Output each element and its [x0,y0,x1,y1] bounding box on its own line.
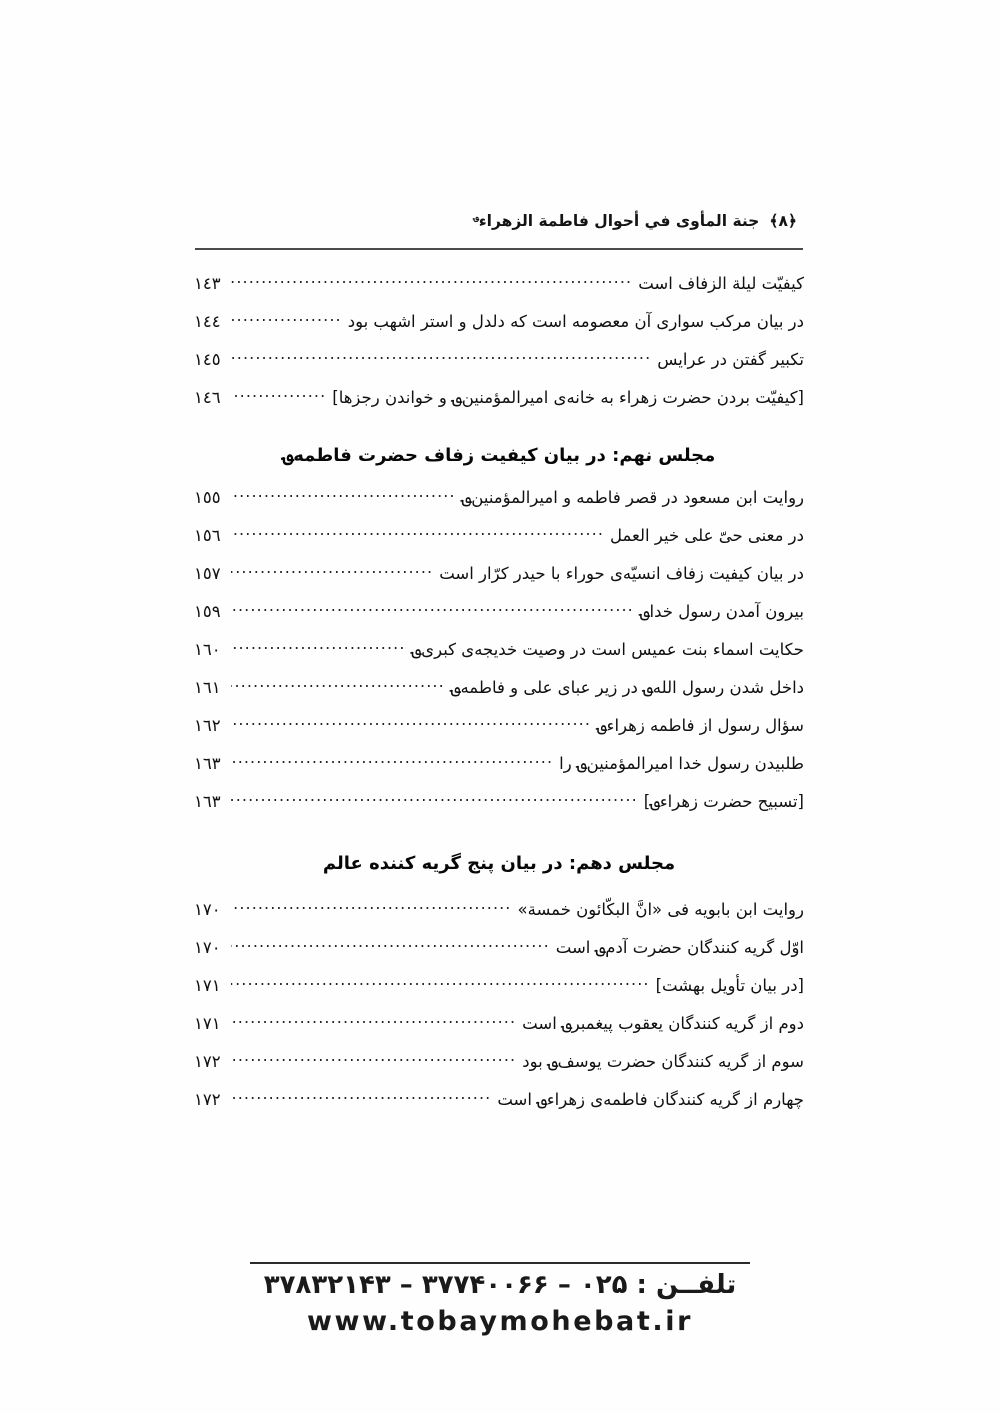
toc-dot-leader [231,386,326,403]
toc-entry-page-number: ١٧٠ [194,899,221,919]
toc-entry[interactable] [194,386,804,424]
section-heading-slot [194,828,804,898]
toc-entry[interactable] [194,600,804,638]
toc-entry[interactable] [194,486,804,524]
toc-dot-leader [231,600,634,617]
toc-entry-title: سؤال رسول از فاطمه زهراء؈ [597,715,804,735]
page-footer [0,1266,1000,1337]
toc-dot-leader [231,272,632,289]
footer-divider [250,1262,750,1264]
toc-entry-title: چهارم از گريه كنندگان فاطمه‌ى زهراء؈ است [497,1089,804,1109]
toc-entry-page-number: ١٤٣ [194,273,221,293]
toc-entry[interactable] [194,1050,804,1088]
toc-entry-title: در معنى حىّ على خير العمل [610,525,804,545]
toc-entry-title: كيفيّت ليلة الزفاف است [638,273,804,293]
toc-entry-title: [تسبيح حضرت زهراء؈] [643,791,804,811]
toc-entry-title: [در بيان تأويل بهشت] [655,975,804,995]
toc-dot-leader [231,310,342,327]
toc-entry-title: دوم از گريه كنندگان يعقوب پيغمبر؈ است [522,1013,804,1033]
toc-entry[interactable] [194,272,804,310]
toc-dot-leader [231,562,433,579]
toc-entry-page-number: ١٦٣ [194,753,221,773]
toc-entry-page-number: ١٦٣ [194,791,221,811]
section-heading: مجلس نهم: در بيان كيفيت زفاف حضرت فاطمه؈ [282,444,716,466]
toc-entry[interactable] [194,310,804,348]
toc-entry-title: اوّل گريه كنندگان حضرت آدم؈ است [555,937,804,957]
toc-dot-leader [231,1088,491,1105]
toc-entry-title: سوم از گريه كنندگان حضرت يوسف؈ بود [522,1051,804,1071]
toc-entry-page-number: ١٦١ [194,677,221,697]
toc-entry-title: تكبير گفتن در عرايس [657,349,804,369]
toc-entry-page-number: ١٥٩ [194,601,221,621]
toc-entry[interactable] [194,348,804,386]
honorific-icon: ؈ [473,212,479,223]
toc-entry-title: بيرون آمدن رسول خدا؈ [639,601,804,621]
toc-entry[interactable] [194,936,804,974]
toc-entry-page-number: ١٤٥ [194,349,221,369]
header-divider [195,248,803,250]
toc-entry-page-number: ١٤٦ [194,387,221,407]
toc-entry[interactable] [194,974,804,1012]
header-book-title: جنة المأوى في أحوال فاطمة الزهراء [478,212,760,230]
toc-entry-page-number: ١٦٠ [194,639,221,659]
toc-entry-page-number: ١٧٢ [194,1051,221,1071]
toc-dot-leader [231,898,512,915]
toc-entry[interactable] [194,752,804,790]
toc-dot-leader [231,974,650,991]
toc-dot-leader [231,348,651,365]
toc-dot-leader [231,752,553,769]
toc-entry-page-number: ١٤٤ [194,311,221,331]
toc-dot-leader [231,1050,516,1067]
toc-dot-leader [231,676,445,693]
toc-entry-title: [كيفيّت بردن حضرت زهراء به خانه‌ى اميرالمؤمنين؈ و خواندن رجزها] [332,387,804,407]
toc-entry-title: در بيان كيفيت زفاف انسيّه‌ى حوراء با حيدر كرّار است [439,563,804,583]
toc-entry-title: داخل شدن رسول الله؈ در زير عباى على و فاطمه؈ [450,677,804,697]
section-heading: مجلس دهم: در بيان پنج گريه كننده عالم [322,852,676,874]
toc-dot-leader [231,790,638,807]
toc-entry-title: در بيان مركب سوارى آن معصومه است كه دلدل و استر اشهب بود [347,311,804,331]
toc-entry-page-number: ١٦٢ [194,715,221,735]
toc-dot-leader [231,714,591,731]
toc-entry-page-number: ١٧١ [194,1013,221,1033]
toc-dot-leader [231,524,604,541]
toc-entry-page-number: ١٥٦ [194,525,221,545]
toc-dot-leader [231,638,406,655]
running-header-line [195,212,805,230]
toc-entry-title: حكايت اسماء بنت عميس است در وصيت خديجه‌ى كبرى؈ [411,639,804,659]
footer-phone: تلفــن : ۰۲۵ – ۳۷۷۴۰۰۶۶ – ۳۷۸۳۲۱۴۳ [263,1270,737,1300]
toc-entry-page-number: ١٥٧ [194,563,221,583]
toc-entry-page-number: ١٥٥ [194,487,221,507]
toc-entry[interactable] [194,1088,804,1126]
toc-entry-page-number: ١٧٢ [194,1089,221,1109]
toc-entry-page-number: ١٧٠ [194,937,221,957]
footer-website[interactable]: www.tobaymohebat.ir [306,1306,694,1337]
toc-entry[interactable] [194,676,804,714]
toc-entry-title: روايت ابن مسعود در قصر فاطمه و اميرالمؤمنين؈ [461,487,804,507]
running-header [195,212,805,230]
toc-entry[interactable] [194,1012,804,1050]
toc-entry-title: روايت ابن بابويه فى «انَّ البكّائون خمسة» [517,899,804,919]
toc-entry[interactable] [194,790,804,828]
toc-entry[interactable] [194,638,804,676]
toc-entry-page-number: ١٧١ [194,975,221,995]
toc-entry[interactable] [194,524,804,562]
toc-dot-leader [231,1012,516,1029]
toc-entry[interactable] [194,562,804,600]
toc-entry-title: طلبيدن رسول خدا اميرالمؤمنين؈ را [559,753,804,773]
toc-dot-leader [231,936,550,953]
header-page-number: ﴿٨﴾ [769,212,797,230]
toc-entry[interactable] [194,714,804,752]
toc-dot-leader [231,486,456,503]
toc-entry[interactable] [194,898,804,936]
table-of-contents [194,272,804,1126]
section-heading-slot [194,424,804,486]
